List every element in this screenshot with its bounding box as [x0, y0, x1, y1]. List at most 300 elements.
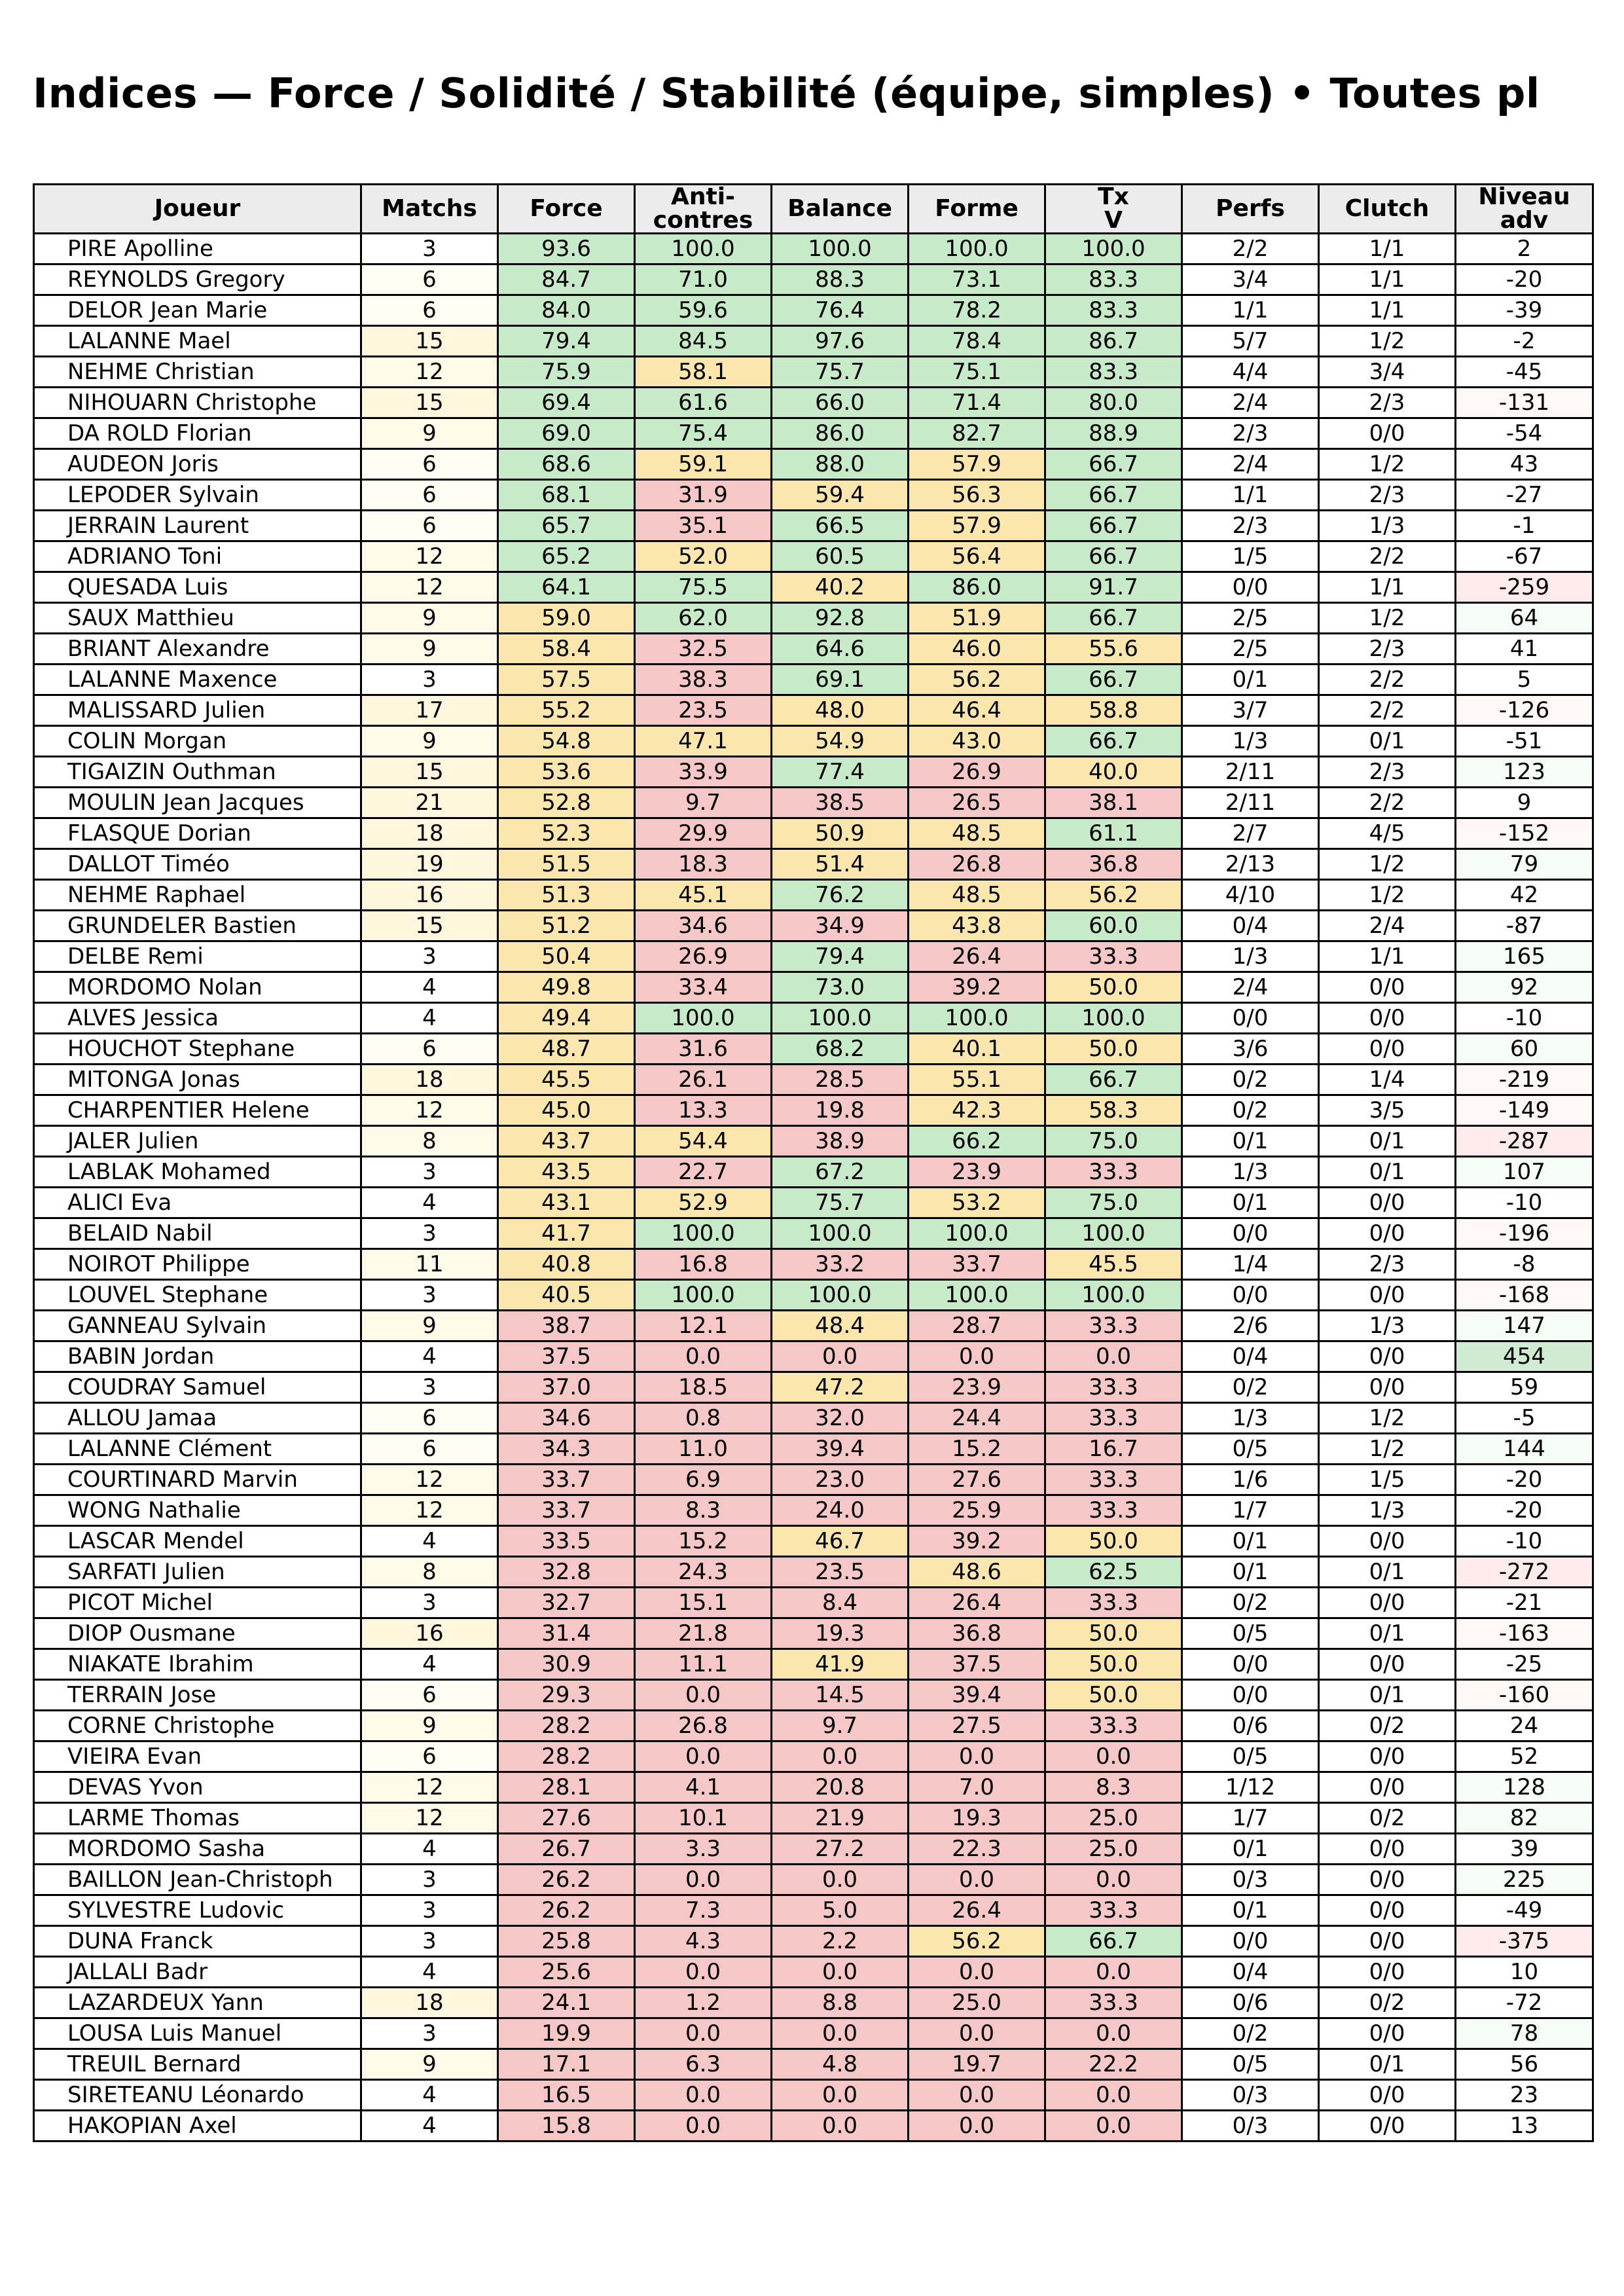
cell-perfs: 0/1 — [1182, 1126, 1319, 1157]
cell-perfs: 1/3 — [1182, 1403, 1319, 1434]
cell-anti: 31.9 — [635, 480, 772, 511]
table-row — [34, 603, 1593, 634]
cell-force: 26.2 — [498, 1865, 635, 1895]
page-title: Indices — Force / Solidité / Stabilité (équipe, simples) • Toutes pl — [33, 69, 1540, 117]
cell-force: 52.3 — [498, 818, 635, 849]
cell-balance: 20.8 — [772, 1772, 909, 1803]
cell-niveau: -72 — [1456, 1988, 1593, 2018]
cell-txv: 50.0 — [1045, 1680, 1182, 1711]
cell-forme: 39.2 — [909, 972, 1045, 1003]
cell-txv: 75.0 — [1045, 1188, 1182, 1218]
cell-clutch: 1/3 — [1319, 511, 1456, 541]
cell-forme: 23.9 — [909, 1372, 1045, 1403]
cell-txv: 33.3 — [1045, 941, 1182, 972]
cell-txv: 0.0 — [1045, 1957, 1182, 1988]
cell-matches: 6 — [361, 1741, 498, 1772]
cell-matches: 9 — [361, 2049, 498, 2080]
cell-clutch: 3/4 — [1319, 357, 1456, 388]
cell-forme: 27.5 — [909, 1711, 1045, 1741]
cell-matches: 9 — [361, 726, 498, 757]
cell-anti: 0.0 — [635, 2080, 772, 2111]
cell-forme: 15.2 — [909, 1434, 1045, 1465]
cell-perfs: 4/10 — [1182, 880, 1319, 911]
cell-clutch: 2/3 — [1319, 1249, 1456, 1280]
cell-perfs: 1/3 — [1182, 1157, 1319, 1188]
table-row — [34, 1865, 1593, 1895]
cell-player: DUNA Franck — [34, 1926, 361, 1957]
cell-perfs: 0/0 — [1182, 1649, 1319, 1680]
cell-matches: 4 — [361, 2111, 498, 2141]
cell-clutch: 0/1 — [1319, 2049, 1456, 2080]
cell-player: MALISSARD Julien — [34, 695, 361, 726]
cell-balance: 34.9 — [772, 911, 909, 941]
cell-clutch: 3/5 — [1319, 1095, 1456, 1126]
cell-anti: 61.6 — [635, 388, 772, 418]
cell-niveau: -168 — [1456, 1280, 1593, 1311]
cell-player: ALLOU Jamaa — [34, 1403, 361, 1434]
table-row — [34, 665, 1593, 695]
cell-matches: 15 — [361, 326, 498, 357]
cell-forme: 39.4 — [909, 1680, 1045, 1711]
cell-force: 53.6 — [498, 757, 635, 788]
cell-matches: 3 — [361, 1926, 498, 1957]
cell-balance: 68.2 — [772, 1034, 909, 1065]
cell-player: LOUSA Luis Manuel — [34, 2018, 361, 2049]
table-row — [34, 634, 1593, 665]
table-row — [34, 1895, 1593, 1926]
cell-niveau: -67 — [1456, 541, 1593, 572]
cell-player: GANNEAU Sylvain — [34, 1311, 361, 1341]
table-row — [34, 480, 1593, 511]
cell-clutch: 0/1 — [1319, 1680, 1456, 1711]
cell-perfs: 0/1 — [1182, 1526, 1319, 1557]
cell-niveau: -163 — [1456, 1618, 1593, 1649]
cell-player: DELOR Jean Marie — [34, 295, 361, 326]
cell-forme: 19.7 — [909, 2049, 1045, 2080]
cell-txv: 50.0 — [1045, 1649, 1182, 1680]
cell-force: 75.9 — [498, 357, 635, 388]
cell-force: 38.7 — [498, 1311, 635, 1341]
cell-txv: 66.7 — [1045, 480, 1182, 511]
cell-forme: 56.3 — [909, 480, 1045, 511]
cell-force: 34.3 — [498, 1434, 635, 1465]
cell-balance: 19.8 — [772, 1095, 909, 1126]
cell-balance: 88.3 — [772, 264, 909, 295]
cell-anti: 0.0 — [635, 1741, 772, 1772]
cell-perfs: 0/1 — [1182, 1895, 1319, 1926]
table-row — [34, 326, 1593, 357]
table-row — [34, 1372, 1593, 1403]
cell-niveau: -45 — [1456, 357, 1593, 388]
cell-matches: 3 — [361, 1588, 498, 1618]
cell-perfs: 1/1 — [1182, 480, 1319, 511]
table-row — [34, 757, 1593, 788]
cell-anti: 0.0 — [635, 1957, 772, 1988]
cell-force: 79.4 — [498, 326, 635, 357]
cell-txv: 25.0 — [1045, 1834, 1182, 1865]
cell-txv: 88.9 — [1045, 418, 1182, 449]
cell-txv: 66.7 — [1045, 1065, 1182, 1095]
cell-balance: 67.2 — [772, 1157, 909, 1188]
table-row — [34, 1403, 1593, 1434]
cell-matches: 4 — [361, 1957, 498, 1988]
table-row — [34, 1465, 1593, 1495]
cell-perfs: 2/4 — [1182, 388, 1319, 418]
cell-niveau: -87 — [1456, 911, 1593, 941]
cell-niveau: 2 — [1456, 234, 1593, 264]
cell-forme: 55.1 — [909, 1065, 1045, 1095]
cell-clutch: 1/2 — [1319, 603, 1456, 634]
cell-balance: 40.2 — [772, 572, 909, 603]
cell-clutch: 2/3 — [1319, 480, 1456, 511]
cell-player: CHARPENTIER Helene — [34, 1095, 361, 1126]
cell-balance: 14.5 — [772, 1680, 909, 1711]
cell-anti: 13.3 — [635, 1095, 772, 1126]
cell-balance: 23.5 — [772, 1557, 909, 1588]
cell-balance: 100.0 — [772, 234, 909, 264]
cell-niveau: 5 — [1456, 665, 1593, 695]
cell-matches: 6 — [361, 264, 498, 295]
cell-balance: 23.0 — [772, 1465, 909, 1495]
cell-balance: 41.9 — [772, 1649, 909, 1680]
table-row — [34, 1988, 1593, 2018]
cell-matches: 3 — [361, 941, 498, 972]
cell-perfs: 0/5 — [1182, 1741, 1319, 1772]
cell-anti: 0.0 — [635, 2018, 772, 2049]
cell-balance: 33.2 — [772, 1249, 909, 1280]
table-row — [34, 1188, 1593, 1218]
cell-force: 49.8 — [498, 972, 635, 1003]
cell-force: 33.5 — [498, 1526, 635, 1557]
cell-perfs: 1/12 — [1182, 1772, 1319, 1803]
cell-txv: 50.0 — [1045, 1526, 1182, 1557]
cell-perfs: 0/1 — [1182, 665, 1319, 695]
cell-player: HOUCHOT Stephane — [34, 1034, 361, 1065]
cell-perfs: 1/7 — [1182, 1495, 1319, 1526]
column-header-txv: Tx V — [1045, 185, 1182, 234]
cell-force: 45.0 — [498, 1095, 635, 1126]
cell-txv: 33.3 — [1045, 1465, 1182, 1495]
cell-niveau: -39 — [1456, 295, 1593, 326]
cell-perfs: 0/4 — [1182, 1341, 1319, 1372]
cell-perfs: 2/2 — [1182, 234, 1319, 264]
cell-perfs: 0/0 — [1182, 1218, 1319, 1249]
cell-balance: 76.2 — [772, 880, 909, 911]
cell-clutch: 0/2 — [1319, 1803, 1456, 1834]
cell-niveau: 92 — [1456, 972, 1593, 1003]
cell-clutch: 1/1 — [1319, 264, 1456, 295]
cell-anti: 59.1 — [635, 449, 772, 480]
cell-niveau: 59 — [1456, 1372, 1593, 1403]
cell-anti: 100.0 — [635, 1218, 772, 1249]
cell-txv: 66.7 — [1045, 603, 1182, 634]
cell-balance: 5.0 — [772, 1895, 909, 1926]
cell-forme: 26.5 — [909, 788, 1045, 818]
cell-niveau: 128 — [1456, 1772, 1593, 1803]
cell-perfs: 1/3 — [1182, 726, 1319, 757]
cell-niveau: 82 — [1456, 1803, 1593, 1834]
cell-txv: 50.0 — [1045, 1618, 1182, 1649]
cell-force: 49.4 — [498, 1003, 635, 1034]
cell-forme: 40.1 — [909, 1034, 1045, 1065]
cell-force: 28.2 — [498, 1741, 635, 1772]
cell-force: 25.8 — [498, 1926, 635, 1957]
cell-perfs: 0/0 — [1182, 1003, 1319, 1034]
cell-force: 28.1 — [498, 1772, 635, 1803]
cell-balance: 60.5 — [772, 541, 909, 572]
cell-player: TREUIL Bernard — [34, 2049, 361, 2080]
cell-clutch: 0/1 — [1319, 1618, 1456, 1649]
cell-perfs: 2/7 — [1182, 818, 1319, 849]
cell-matches: 3 — [361, 1895, 498, 1926]
cell-anti: 15.1 — [635, 1588, 772, 1618]
table-row — [34, 511, 1593, 541]
cell-forme: 36.8 — [909, 1618, 1045, 1649]
cell-matches: 3 — [361, 1218, 498, 1249]
cell-txv: 83.3 — [1045, 295, 1182, 326]
cell-balance: 66.5 — [772, 511, 909, 541]
indices-table — [33, 183, 1594, 2142]
cell-niveau: 144 — [1456, 1434, 1593, 1465]
cell-player: SIRETEANU Léonardo — [34, 2080, 361, 2111]
cell-anti: 75.5 — [635, 572, 772, 603]
table-row — [34, 1280, 1593, 1311]
cell-anti: 15.2 — [635, 1526, 772, 1557]
cell-niveau: 41 — [1456, 634, 1593, 665]
cell-forme: 78.2 — [909, 295, 1045, 326]
cell-clutch: 0/1 — [1319, 726, 1456, 757]
table-row — [34, 572, 1593, 603]
cell-anti: 75.4 — [635, 418, 772, 449]
cell-player: VIEIRA Evan — [34, 1741, 361, 1772]
cell-perfs: 0/6 — [1182, 1711, 1319, 1741]
cell-clutch: 0/0 — [1319, 1218, 1456, 1249]
cell-clutch: 2/2 — [1319, 788, 1456, 818]
cell-forme: 56.4 — [909, 541, 1045, 572]
cell-forme: 26.4 — [909, 1588, 1045, 1618]
cell-niveau: 60 — [1456, 1034, 1593, 1065]
cell-player: BABIN Jordan — [34, 1341, 361, 1372]
cell-player: LAZARDEUX Yann — [34, 1988, 361, 2018]
cell-anti: 3.3 — [635, 1834, 772, 1865]
cell-forme: 57.9 — [909, 511, 1045, 541]
cell-balance: 19.3 — [772, 1618, 909, 1649]
cell-niveau: -259 — [1456, 572, 1593, 603]
cell-forme: 19.3 — [909, 1803, 1045, 1834]
cell-matches: 6 — [361, 1403, 498, 1434]
cell-balance: 54.9 — [772, 726, 909, 757]
cell-matches: 4 — [361, 1834, 498, 1865]
cell-balance: 75.7 — [772, 1188, 909, 1218]
cell-matches: 6 — [361, 1680, 498, 1711]
table-row — [34, 1341, 1593, 1372]
cell-perfs: 2/13 — [1182, 849, 1319, 880]
cell-forme: 51.9 — [909, 603, 1045, 634]
column-header-anti: Anti- contres — [635, 185, 772, 234]
table-row — [34, 2049, 1593, 2080]
cell-txv: 83.3 — [1045, 264, 1182, 295]
cell-player: ALICI Eva — [34, 1188, 361, 1218]
cell-anti: 11.1 — [635, 1649, 772, 1680]
cell-txv: 0.0 — [1045, 1741, 1182, 1772]
cell-force: 33.7 — [498, 1495, 635, 1526]
cell-clutch: 1/2 — [1319, 326, 1456, 357]
cell-player: LALANNE Clément — [34, 1434, 361, 1465]
cell-anti: 0.0 — [635, 2111, 772, 2141]
table-row — [34, 1003, 1593, 1034]
cell-niveau: -10 — [1456, 1526, 1593, 1557]
cell-clutch: 1/4 — [1319, 1065, 1456, 1095]
cell-perfs: 0/0 — [1182, 1926, 1319, 1957]
cell-matches: 12 — [361, 1803, 498, 1834]
cell-perfs: 0/5 — [1182, 1434, 1319, 1465]
table-row — [34, 2111, 1593, 2141]
cell-txv: 75.0 — [1045, 1126, 1182, 1157]
cell-balance: 48.4 — [772, 1311, 909, 1341]
table-row — [34, 1588, 1593, 1618]
cell-txv: 0.0 — [1045, 2080, 1182, 2111]
cell-force: 45.5 — [498, 1065, 635, 1095]
cell-txv: 100.0 — [1045, 1003, 1182, 1034]
cell-niveau: -160 — [1456, 1680, 1593, 1711]
cell-matches: 3 — [361, 1865, 498, 1895]
cell-clutch: 0/0 — [1319, 2018, 1456, 2049]
cell-clutch: 0/0 — [1319, 1341, 1456, 1372]
cell-txv: 86.7 — [1045, 326, 1182, 357]
cell-perfs: 3/4 — [1182, 264, 1319, 295]
cell-forme: 75.1 — [909, 357, 1045, 388]
cell-player: DA ROLD Florian — [34, 418, 361, 449]
cell-player: MORDOMO Sasha — [34, 1834, 361, 1865]
cell-perfs: 3/6 — [1182, 1034, 1319, 1065]
cell-perfs: 2/3 — [1182, 418, 1319, 449]
cell-txv: 91.7 — [1045, 572, 1182, 603]
cell-matches: 17 — [361, 695, 498, 726]
cell-anti: 6.3 — [635, 2049, 772, 2080]
cell-clutch: 0/0 — [1319, 418, 1456, 449]
cell-txv: 33.3 — [1045, 1311, 1182, 1341]
cell-niveau: 43 — [1456, 449, 1593, 480]
cell-matches: 19 — [361, 849, 498, 880]
table-body — [34, 234, 1593, 2141]
cell-clutch: 1/2 — [1319, 449, 1456, 480]
cell-niveau: -21 — [1456, 1588, 1593, 1618]
cell-anti: 7.3 — [635, 1895, 772, 1926]
cell-niveau: -2 — [1456, 326, 1593, 357]
cell-force: 84.7 — [498, 264, 635, 295]
cell-force: 51.3 — [498, 880, 635, 911]
cell-matches: 18 — [361, 1988, 498, 2018]
cell-balance: 0.0 — [772, 2111, 909, 2141]
cell-balance: 79.4 — [772, 941, 909, 972]
cell-anti: 26.1 — [635, 1065, 772, 1095]
cell-matches: 12 — [361, 1465, 498, 1495]
cell-niveau: -20 — [1456, 1465, 1593, 1495]
cell-perfs: 2/4 — [1182, 972, 1319, 1003]
cell-matches: 4 — [361, 1649, 498, 1680]
cell-force: 34.6 — [498, 1403, 635, 1434]
table-row — [34, 1772, 1593, 1803]
cell-force: 41.7 — [498, 1218, 635, 1249]
cell-balance: 21.9 — [772, 1803, 909, 1834]
cell-txv: 100.0 — [1045, 1218, 1182, 1249]
cell-anti: 52.0 — [635, 541, 772, 572]
cell-forme: 56.2 — [909, 665, 1045, 695]
cell-force: 69.4 — [498, 388, 635, 418]
cell-perfs: 0/2 — [1182, 2018, 1319, 2049]
cell-niveau: 42 — [1456, 880, 1593, 911]
cell-forme: 33.7 — [909, 1249, 1045, 1280]
cell-forme: 100.0 — [909, 1218, 1045, 1249]
cell-clutch: 1/1 — [1319, 234, 1456, 264]
cell-forme: 26.8 — [909, 849, 1045, 880]
cell-balance: 77.4 — [772, 757, 909, 788]
cell-matches: 4 — [361, 1003, 498, 1034]
cell-anti: 33.4 — [635, 972, 772, 1003]
cell-player: SARFATI Julien — [34, 1557, 361, 1588]
cell-balance: 0.0 — [772, 1741, 909, 1772]
cell-anti: 6.9 — [635, 1465, 772, 1495]
cell-clutch: 1/3 — [1319, 1495, 1456, 1526]
column-header-forme: Forme — [909, 185, 1045, 234]
cell-anti: 18.5 — [635, 1372, 772, 1403]
cell-player: MITONGA Jonas — [34, 1065, 361, 1095]
cell-player: LASCAR Mendel — [34, 1526, 361, 1557]
cell-forme: 26.9 — [909, 757, 1045, 788]
cell-force: 37.5 — [498, 1341, 635, 1372]
cell-player: NIAKATE Ibrahim — [34, 1649, 361, 1680]
cell-anti: 10.1 — [635, 1803, 772, 1834]
cell-player: COURTINARD Marvin — [34, 1465, 361, 1495]
cell-perfs: 3/7 — [1182, 695, 1319, 726]
cell-balance: 50.9 — [772, 818, 909, 849]
cell-balance: 32.0 — [772, 1403, 909, 1434]
cell-player: GRUNDELER Bastien — [34, 911, 361, 941]
cell-clutch: 0/1 — [1319, 1157, 1456, 1188]
cell-anti: 100.0 — [635, 1280, 772, 1311]
cell-clutch: 0/0 — [1319, 1034, 1456, 1065]
cell-forme: 7.0 — [909, 1772, 1045, 1803]
cell-clutch: 1/2 — [1319, 880, 1456, 911]
cell-balance: 51.4 — [772, 849, 909, 880]
cell-force: 40.5 — [498, 1280, 635, 1311]
table-row — [34, 1157, 1593, 1188]
cell-niveau: 10 — [1456, 1957, 1593, 1988]
cell-perfs: 2/11 — [1182, 788, 1319, 818]
cell-txv: 58.8 — [1045, 695, 1182, 726]
cell-anti: 21.8 — [635, 1618, 772, 1649]
cell-niveau: 78 — [1456, 2018, 1593, 2049]
cell-matches: 4 — [361, 1526, 498, 1557]
cell-player: JALER Julien — [34, 1126, 361, 1157]
cell-player: QUESADA Luis — [34, 572, 361, 603]
cell-balance: 100.0 — [772, 1003, 909, 1034]
cell-anti: 62.0 — [635, 603, 772, 634]
cell-niveau: -8 — [1456, 1249, 1593, 1280]
cell-force: 24.1 — [498, 1988, 635, 2018]
cell-player: DELBE Remi — [34, 941, 361, 972]
cell-perfs: 1/7 — [1182, 1803, 1319, 1834]
cell-perfs: 0/3 — [1182, 2080, 1319, 2111]
cell-anti: 32.5 — [635, 634, 772, 665]
cell-txv: 80.0 — [1045, 388, 1182, 418]
cell-player: JALLALI Badr — [34, 1957, 361, 1988]
cell-matches: 6 — [361, 511, 498, 541]
cell-matches: 15 — [361, 757, 498, 788]
cell-txv: 8.3 — [1045, 1772, 1182, 1803]
cell-matches: 12 — [361, 1772, 498, 1803]
table-row — [34, 1434, 1593, 1465]
